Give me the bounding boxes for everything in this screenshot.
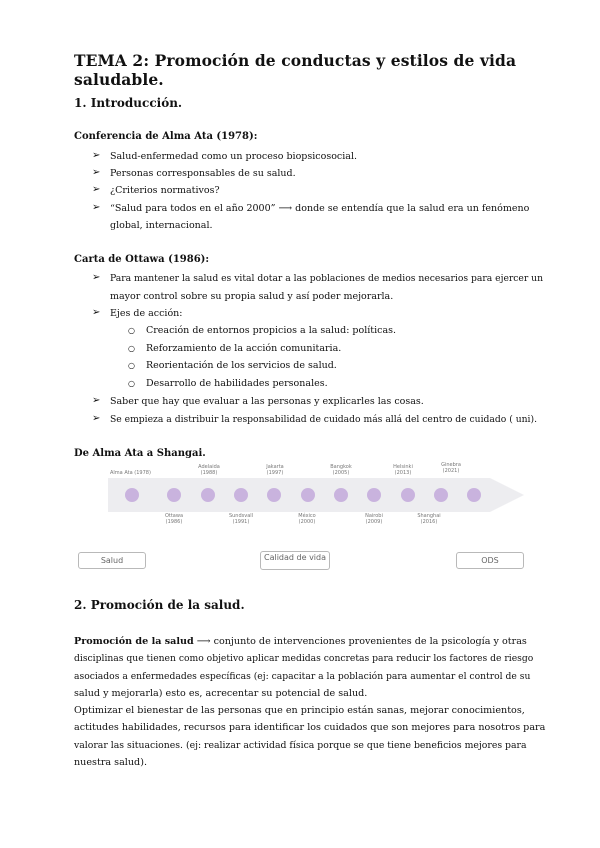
list-item: Personas corresponsables de su salud. xyxy=(110,168,296,179)
timeline-label-bottom: Nairobi (2009) xyxy=(365,513,383,525)
section-heading-introduccion: 1. Introducción. xyxy=(74,96,183,110)
list-item: “Salud para todos en el año 2000” ⟶ donde se entendía que la salud era un fenómeno xyxy=(110,203,530,214)
circle-bullet-icon: ○ xyxy=(128,344,135,353)
timeline-dot xyxy=(334,488,348,502)
list-item: Para mantener la salud es vital dotar a las poblaciones de medios necesarios para ejercer un xyxy=(110,273,544,284)
page-title: TEMA 2: Promoción de conductas y estilos de vida saludable. xyxy=(74,51,517,89)
timeline-label-bottom: México (2000) xyxy=(298,513,316,525)
timeline-dot xyxy=(434,488,448,502)
timeline-label-bottom: Sundsvall (1991) xyxy=(228,513,254,525)
timeline-dot xyxy=(301,488,315,502)
box-salud: Salud xyxy=(78,552,146,569)
list-item: Se empieza a distribuir la responsabilidad de cuidado más allá del centro de cuidado ( uni). xyxy=(110,414,537,425)
bullet-arrow-icon: ➢ xyxy=(92,202,101,213)
bullet-arrow-icon: ➢ xyxy=(92,307,101,318)
timeline-dot xyxy=(201,488,215,502)
circle-bullet-icon: ○ xyxy=(128,326,135,335)
timeline-dot xyxy=(234,488,248,502)
term-bold: Promoción de la salud xyxy=(74,636,194,647)
paragraph-line: actitudes habilidades, recursos para identificar los cuidados que son mejores para nosotros para xyxy=(74,722,546,734)
timeline-diagram xyxy=(108,462,528,530)
paragraph-line: nuestra salud). xyxy=(74,757,147,769)
sub-list-item: Reorientación de los servicios de salud. xyxy=(146,360,337,371)
section-heading-promocion: 2. Promoción de la salud. xyxy=(74,598,245,612)
timeline-heading: De Alma Ata a Shangai. xyxy=(74,448,206,459)
bullet-arrow-icon: ➢ xyxy=(92,184,101,195)
paragraph-line: Optimizar el bienestar de las personas que en principio están sanas, mejorar conocimientos, xyxy=(74,705,525,717)
paragraph-line: asociados a enfermedades específicas (ej: capacitar a la población para aumentar el control de su xyxy=(74,670,531,682)
timeline-dot xyxy=(467,488,481,502)
alma-ata-heading: Conferencia de Alma Ata (1978): xyxy=(74,131,258,142)
timeline-dot xyxy=(367,488,381,502)
list-item: Saber que hay que evaluar a las personas y explicarles las cosas. xyxy=(110,396,424,407)
list-item-continuation: mayor control sobre su propia salud y así poder mejorarla. xyxy=(110,291,394,302)
paragraph-line: disciplinas que tienen como objetivo aplicar medidas concretas para reducir los factores de riesgo xyxy=(74,653,534,665)
timeline-dot xyxy=(267,488,281,502)
list-item: Salud-enfermedad como un proceso biopsicosocial. xyxy=(110,151,358,162)
paragraph-text: conjunto de intervenciones provenientes de la psicología y otras xyxy=(210,636,527,647)
paragraph-line: salud y mejorarla) esto es, acrecentar su potencial de salud. xyxy=(74,687,368,699)
list-item: Ejes de acción: xyxy=(110,308,183,319)
bullet-arrow-icon: ➢ xyxy=(92,413,101,424)
timeline-label-bottom: Ottawa (1986) xyxy=(164,513,184,525)
ottawa-heading: Carta de Ottawa (1986): xyxy=(74,254,210,265)
arrow-icon: ⟶ xyxy=(196,636,211,647)
sub-list-item: Reforzamiento de la acción comunitaria. xyxy=(146,343,342,354)
timeline-label-top: Bangkok (2005) xyxy=(330,464,352,476)
timeline-label-top: Jakarta (1997) xyxy=(266,464,284,476)
bullet-arrow-icon: ➢ xyxy=(92,272,101,283)
promocion-paragraph xyxy=(74,633,545,771)
timeline-label-top: Helsinki (2013) xyxy=(393,464,413,476)
list-item: ¿Criterios normativos? xyxy=(110,185,220,196)
bullet-arrow-icon: ➢ xyxy=(92,150,101,161)
bullet-arrow-icon: ➢ xyxy=(92,167,101,178)
list-item-continuation: global, internacional. xyxy=(110,220,213,231)
paragraph-line: valorar las situaciones. (ej: realizar actividad física porque se que tiene beneficios mejores para xyxy=(74,739,527,751)
timeline-label-top: Alma Ata (1978) xyxy=(110,470,151,476)
box-calidad-de-vida: Calidad de vida xyxy=(260,551,330,570)
sub-list-item: Desarrollo de habilidades personales. xyxy=(146,378,328,389)
timeline-dot xyxy=(401,488,415,502)
box-ods: ODS xyxy=(456,552,524,569)
timeline-label-bottom: Shanghai (2016) xyxy=(417,513,441,525)
circle-bullet-icon: ○ xyxy=(128,379,135,388)
paragraph-line xyxy=(74,633,545,650)
timeline-label-top: Adelaida (1988) xyxy=(198,464,220,476)
sub-list-item: Creación de entornos propicios a la salud: políticas. xyxy=(146,325,397,336)
bullet-arrow-icon: ➢ xyxy=(92,395,101,406)
timeline-dot xyxy=(125,488,139,502)
timeline-label-top: Ginebra (2021) xyxy=(441,462,461,474)
timeline-dot xyxy=(167,488,181,502)
circle-bullet-icon: ○ xyxy=(128,361,135,370)
